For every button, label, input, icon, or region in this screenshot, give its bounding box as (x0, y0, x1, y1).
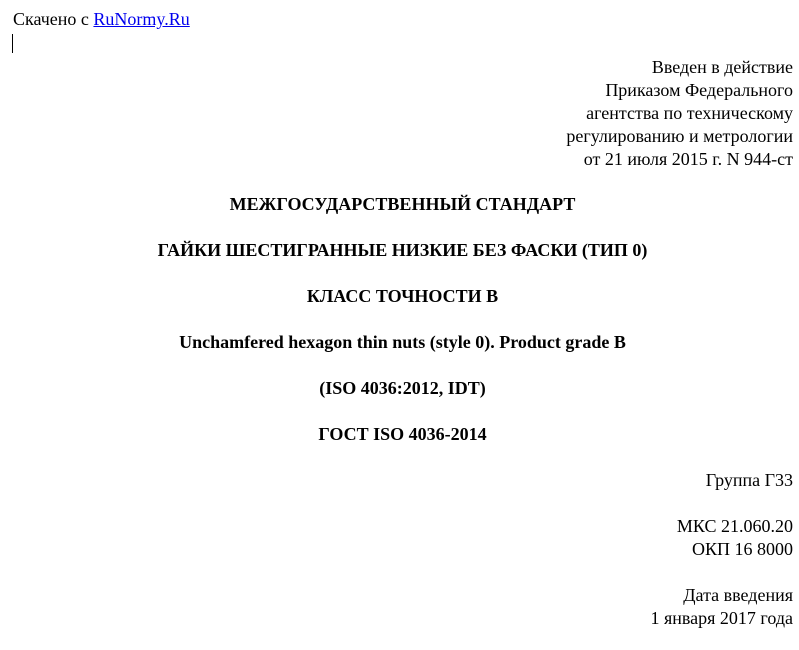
effective-date-value: 1 января 2017 года (650, 608, 793, 628)
document-title-en: Unchamfered hexagon thin nuts (style 0). Product grade B (179, 332, 626, 352)
text-cursor (12, 34, 13, 53)
source-prefix: Скачено с (13, 9, 94, 29)
approval-line: агентства по техническому (586, 103, 793, 123)
standard-type-heading: МЕЖГОСУДАРСТВЕННЫЙ СТАНДАРТ (229, 194, 576, 214)
okp-code: ОКП 16 8000 (691, 539, 793, 559)
classification-codes (677, 515, 793, 561)
group-code: Группа Г33 (705, 470, 793, 490)
source-line (13, 9, 190, 30)
source-link[interactable]: RuNormy.Ru (93, 9, 190, 29)
approval-line: Приказом Федерального (605, 80, 793, 100)
iso-reference: (ISO 4036:2012, IDT) (319, 378, 486, 398)
approval-line: регулированию и метрологии (566, 126, 793, 146)
approval-line: Введен в действие (651, 57, 793, 77)
gost-code: ГОСТ ISO 4036-2014 (318, 424, 487, 444)
approval-block (566, 56, 793, 171)
accuracy-class-heading: КЛАСС ТОЧНОСТИ В (306, 286, 499, 306)
effective-date-block (650, 584, 793, 630)
effective-date-label: Дата введения (683, 585, 793, 605)
mks-code: МКС 21.060.20 (676, 516, 793, 536)
approval-line: от 21 июля 2015 г. N 944-ст (583, 149, 793, 169)
document-title-ru: ГАЙКИ ШЕСТИГРАННЫЕ НИЗКИЕ БЕЗ ФАСКИ (ТИП 0) (157, 240, 648, 260)
